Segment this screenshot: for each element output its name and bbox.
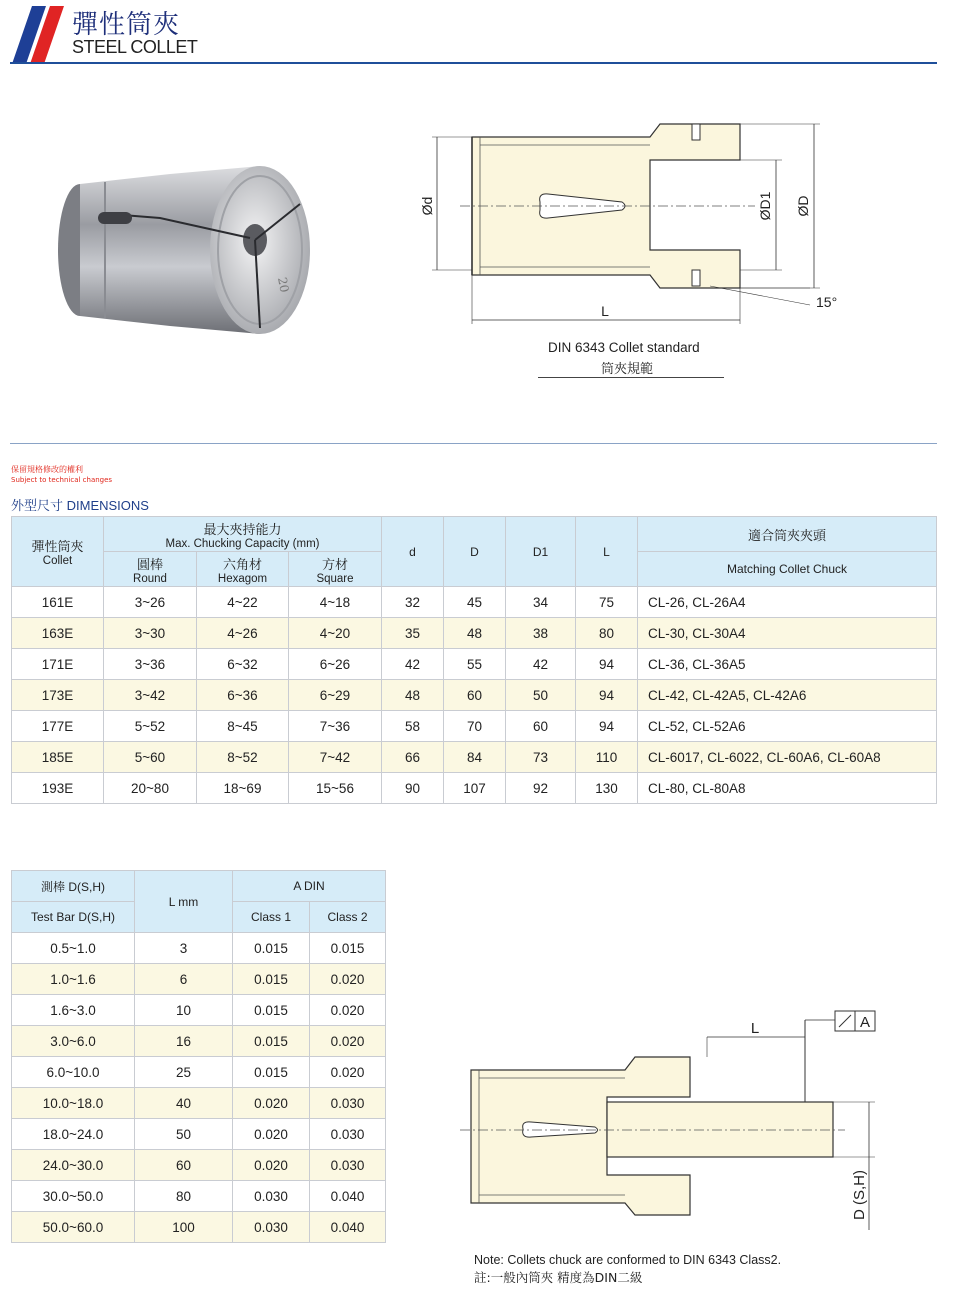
cell-bar: 0.5~1.0 — [12, 933, 135, 964]
cell-round: 3~26 — [104, 587, 197, 618]
cell-collet: 177E — [12, 711, 104, 742]
cell-d: 58 — [382, 711, 444, 742]
dimension-row — [12, 773, 937, 804]
test-bar-row — [12, 1026, 386, 1057]
dimension-row — [12, 711, 937, 742]
cell-c2: 0.020 — [310, 1057, 386, 1088]
cell-bar: 50.0~60.0 — [12, 1212, 135, 1243]
cell-d1: 50 — [506, 680, 576, 711]
cell-d: 48 — [444, 618, 506, 649]
cell-d: 35 — [382, 618, 444, 649]
test-A-label: A — [859, 1014, 871, 1031]
dimension-row — [12, 649, 937, 680]
dimensions-title: 外型尺寸 DIMENSIONS — [11, 498, 149, 513]
header-collet: 彈性筒夾 Collet — [12, 517, 104, 587]
header-lmm: L mm — [135, 871, 233, 933]
cell-c2: 0.020 — [310, 964, 386, 995]
dim-D-label: ØD — [795, 195, 811, 217]
cell-chuck: CL-52, CL-52A6 — [638, 711, 937, 742]
dim-L-label: L — [601, 303, 609, 319]
cell-chuck: CL-42, CL-42A5, CL-42A6 — [638, 680, 937, 711]
cell-d: 70 — [444, 711, 506, 742]
page-title-cn: 彈性筒夾 — [72, 10, 181, 40]
cell-bar: 10.0~18.0 — [12, 1088, 135, 1119]
cell-d: 84 — [444, 742, 506, 773]
header-d: d — [382, 517, 444, 587]
cell-d: 42 — [382, 649, 444, 680]
page-title-en: STEEL COLLET — [72, 37, 198, 57]
dimension-row — [12, 742, 937, 773]
cell-square: 4~18 — [289, 587, 382, 618]
cell-d1: 60 — [506, 711, 576, 742]
cell-bar: 1.6~3.0 — [12, 995, 135, 1026]
cell-l: 50 — [135, 1119, 233, 1150]
header-chuck-en: Matching Collet Chuck — [638, 552, 937, 587]
cell-l: 3 — [135, 933, 233, 964]
dimension-row — [12, 587, 937, 618]
dimension-row — [12, 618, 937, 649]
cell-bar: 18.0~24.0 — [12, 1119, 135, 1150]
cell-c2: 0.030 — [310, 1150, 386, 1181]
cell-c2: 0.030 — [310, 1119, 386, 1150]
header-D1: D1 — [506, 517, 576, 587]
cell-square: 6~29 — [289, 680, 382, 711]
notice-cn: 保留規格修改的權利 — [11, 465, 83, 474]
cell-l: 94 — [576, 680, 638, 711]
header-class2: Class 2 — [310, 902, 386, 933]
cell-d: 107 — [444, 773, 506, 804]
header-adin: A DIN — [233, 871, 386, 902]
drawing-caption-cn: 筒夾規範 — [601, 362, 654, 377]
cell-square: 7~36 — [289, 711, 382, 742]
cell-d: 90 — [382, 773, 444, 804]
drawing-caption-en: DIN 6343 Collet standard — [548, 340, 700, 355]
cell-c1: 0.020 — [233, 1119, 310, 1150]
cell-l: 25 — [135, 1057, 233, 1088]
title-divider — [10, 62, 937, 64]
cell-d: 45 — [444, 587, 506, 618]
cell-chuck: CL-6017, CL-6022, CL-60A6, CL-60A8 — [638, 742, 937, 773]
header-D: D — [444, 517, 506, 587]
header-capacity: 最大夾持能力 Max. Chucking Capacity (mm) — [104, 517, 382, 552]
cell-round: 5~52 — [104, 711, 197, 742]
cell-c2: 0.040 — [310, 1212, 386, 1243]
cell-hex: 8~52 — [197, 742, 289, 773]
cell-bar: 3.0~6.0 — [12, 1026, 135, 1057]
dimension-row — [12, 680, 937, 711]
test-bar-row — [12, 1181, 386, 1212]
cell-c2: 0.015 — [310, 933, 386, 964]
cell-bar: 30.0~50.0 — [12, 1181, 135, 1212]
cell-l: 75 — [576, 587, 638, 618]
cell-round: 5~60 — [104, 742, 197, 773]
test-bar-row — [12, 1212, 386, 1243]
cell-round: 3~42 — [104, 680, 197, 711]
cell-square: 15~56 — [289, 773, 382, 804]
cell-c1: 0.015 — [233, 1026, 310, 1057]
cell-c1: 0.020 — [233, 1088, 310, 1119]
cell-collet: 161E — [12, 587, 104, 618]
cell-d: 60 — [444, 680, 506, 711]
cell-hex: 8~45 — [197, 711, 289, 742]
test-bar-table — [11, 870, 386, 1243]
cell-collet: 185E — [12, 742, 104, 773]
cell-l: 6 — [135, 964, 233, 995]
cell-collet: 173E — [12, 680, 104, 711]
cell-l: 100 — [135, 1212, 233, 1243]
notice-en: Subject to technical changes — [11, 476, 113, 484]
collet-product-photo — [50, 160, 310, 340]
cell-hex: 6~32 — [197, 649, 289, 680]
cell-hex: 4~26 — [197, 618, 289, 649]
cell-l: 80 — [135, 1181, 233, 1212]
cell-l: 130 — [576, 773, 638, 804]
cell-d1: 38 — [506, 618, 576, 649]
cell-c1: 0.030 — [233, 1212, 310, 1243]
test-bar-row — [12, 933, 386, 964]
test-L-label: L — [750, 1020, 760, 1037]
cell-c2: 0.040 — [310, 1181, 386, 1212]
header-chuck-cn: 適合筒夾夾頭 — [638, 517, 937, 552]
cell-l: 40 — [135, 1088, 233, 1119]
cell-c2: 0.030 — [310, 1088, 386, 1119]
cell-c2: 0.020 — [310, 1026, 386, 1057]
header-testbar-cn: 測棒 D(S,H) — [12, 871, 135, 902]
cell-square: 7~42 — [289, 742, 382, 773]
cell-l: 16 — [135, 1026, 233, 1057]
test-bar-drawing — [455, 1005, 895, 1235]
cell-chuck: CL-26, CL-26A4 — [638, 587, 937, 618]
cell-d: 66 — [382, 742, 444, 773]
cell-d1: 34 — [506, 587, 576, 618]
cell-c1: 0.015 — [233, 964, 310, 995]
cell-d: 32 — [382, 587, 444, 618]
cell-c1: 0.015 — [233, 1057, 310, 1088]
test-bar-row — [12, 1150, 386, 1181]
cell-square: 4~20 — [289, 618, 382, 649]
cell-round: 20~80 — [104, 773, 197, 804]
cell-round: 3~36 — [104, 649, 197, 680]
cell-d1: 42 — [506, 649, 576, 680]
cell-c2: 0.020 — [310, 995, 386, 1026]
cell-bar: 6.0~10.0 — [12, 1057, 135, 1088]
cell-l: 94 — [576, 711, 638, 742]
cell-c1: 0.020 — [233, 1150, 310, 1181]
test-bar-row — [12, 1088, 386, 1119]
cell-collet: 193E — [12, 773, 104, 804]
cell-d1: 92 — [506, 773, 576, 804]
cell-round: 3~30 — [104, 618, 197, 649]
header-square: 方材 Square — [289, 552, 382, 587]
cell-hex: 6~36 — [197, 680, 289, 711]
cell-hex: 18~69 — [197, 773, 289, 804]
cell-chuck: CL-36, CL-36A5 — [638, 649, 937, 680]
header-round: 圓棒 Round — [104, 552, 197, 587]
cell-hex: 4~22 — [197, 587, 289, 618]
header-L: L — [576, 517, 638, 587]
cell-collet: 171E — [12, 649, 104, 680]
cell-l: 94 — [576, 649, 638, 680]
test-bar-row — [12, 1119, 386, 1150]
dim-angle-label: 15° — [816, 294, 838, 310]
cell-bar: 24.0~30.0 — [12, 1150, 135, 1181]
cell-chuck: CL-80, CL-80A8 — [638, 773, 937, 804]
test-bar-row — [12, 1057, 386, 1088]
cell-l: 60 — [135, 1150, 233, 1181]
header-hex: 六角材 Hexagom — [197, 552, 289, 587]
cell-d: 55 — [444, 649, 506, 680]
cell-c1: 0.030 — [233, 1181, 310, 1212]
cell-c1: 0.015 — [233, 933, 310, 964]
test-DSH-label: D (S,H) — [851, 1170, 868, 1220]
test-bar-row — [12, 995, 386, 1026]
section-divider — [10, 443, 937, 444]
cell-collet: 163E — [12, 618, 104, 649]
cell-l: 80 — [576, 618, 638, 649]
cell-l: 10 — [135, 995, 233, 1026]
dimensions-table — [11, 516, 937, 804]
header-testbar-en: Test Bar D(S,H) — [12, 902, 135, 933]
cell-d1: 73 — [506, 742, 576, 773]
cell-c1: 0.015 — [233, 995, 310, 1026]
dim-d-label: Ød — [419, 196, 435, 216]
note-en: Note: Collets chuck are conformed to DIN 6343 Class2. — [474, 1253, 782, 1267]
dim-D1-label: ØD1 — [757, 191, 773, 221]
test-bar-row — [12, 964, 386, 995]
cell-chuck: CL-30, CL-30A4 — [638, 618, 937, 649]
note-cn: 註:一般內筒夾 精度為DIN二級 — [474, 1270, 643, 1285]
cell-l: 110 — [576, 742, 638, 773]
cell-d: 48 — [382, 680, 444, 711]
cell-square: 6~26 — [289, 649, 382, 680]
cell-bar: 1.0~1.6 — [12, 964, 135, 995]
collet-engraving: 20 — [275, 276, 292, 294]
caption-underline — [538, 377, 724, 378]
brand-stripes-logo — [12, 6, 68, 64]
header-class1: Class 1 — [233, 902, 310, 933]
collet-standard-drawing — [410, 110, 850, 340]
